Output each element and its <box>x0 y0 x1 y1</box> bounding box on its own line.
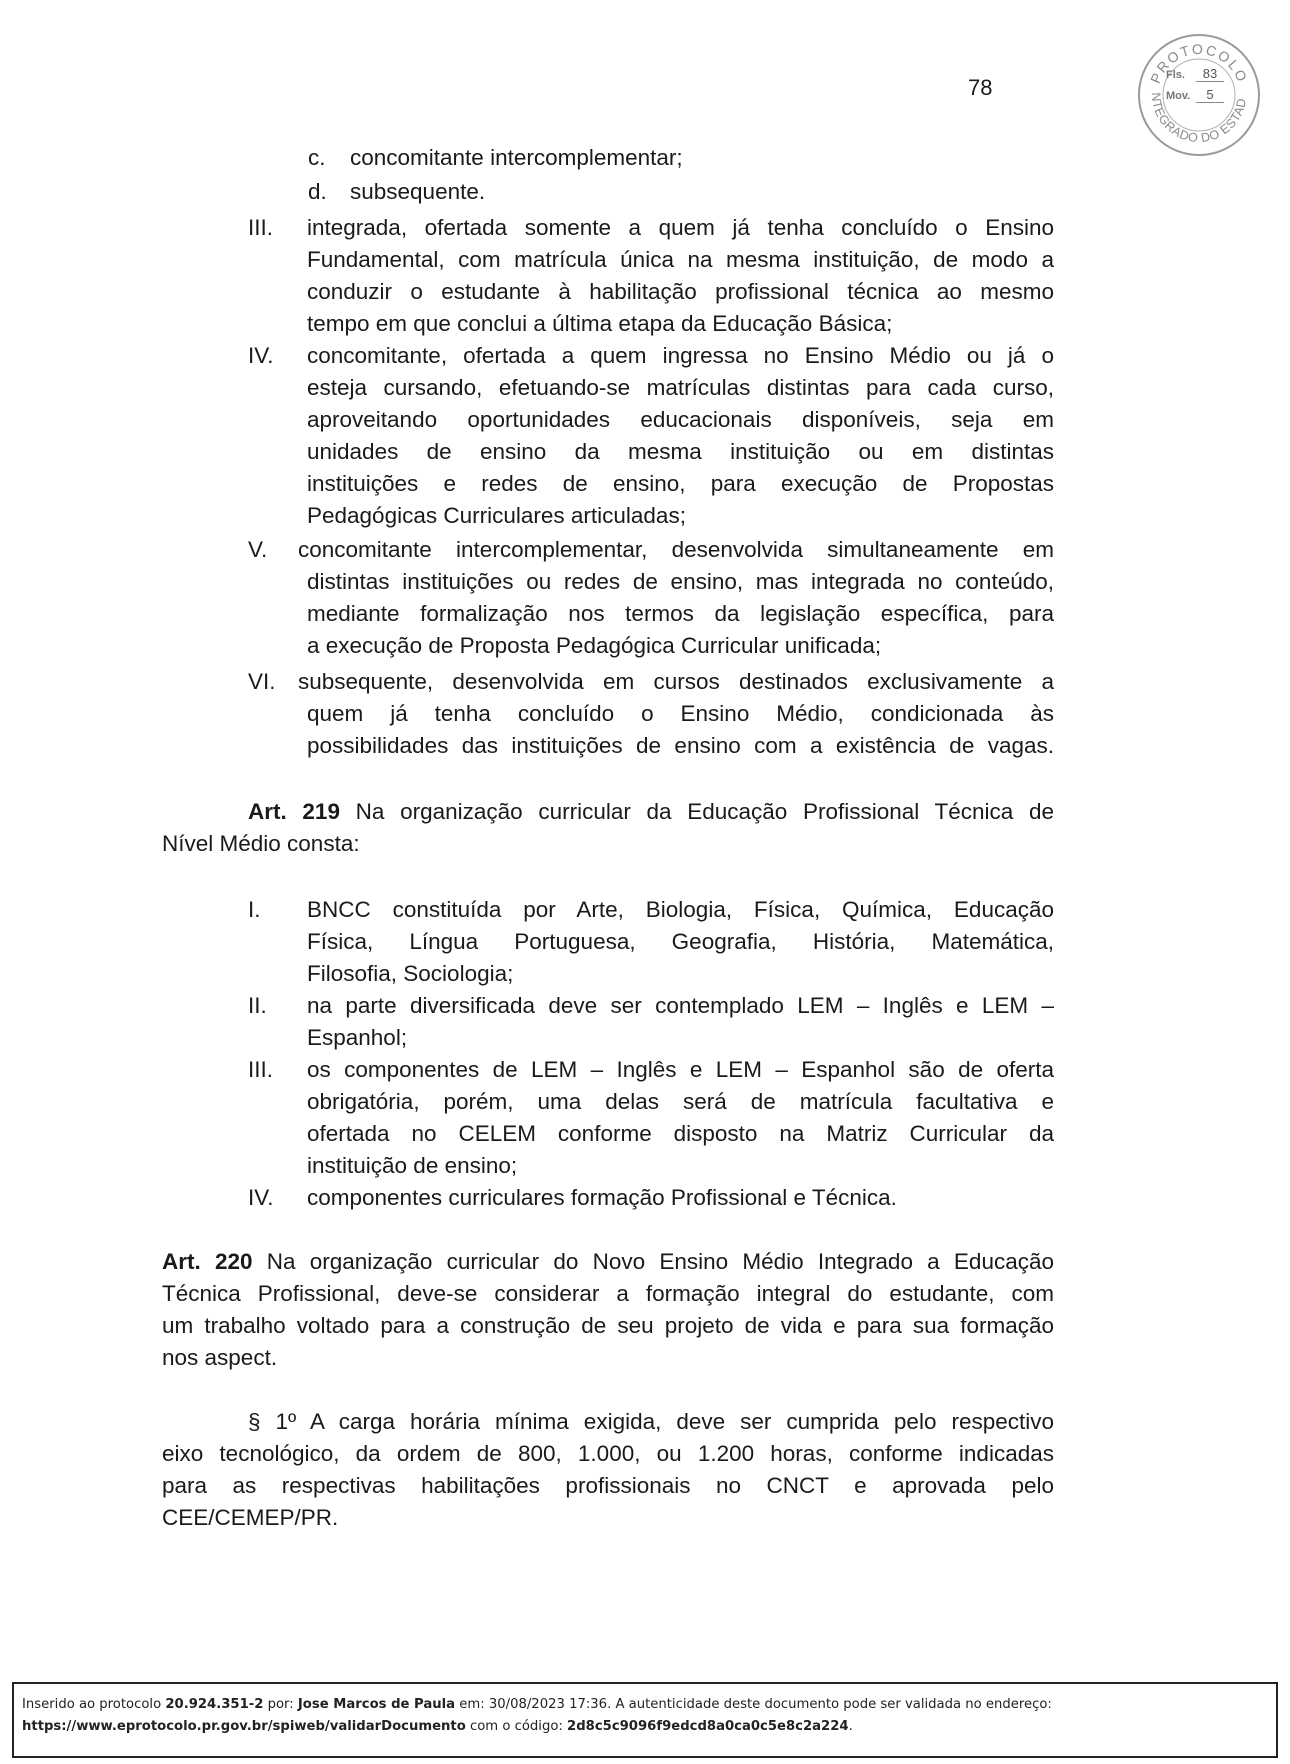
list-marker: IV. <box>248 1185 274 1210</box>
text-line: unidades de ensino da mesma instituição ou em distintas <box>307 439 1054 464</box>
list-marker: I. <box>248 897 261 922</box>
list-marker: d. <box>308 179 327 204</box>
stamp-fls-value: 83 <box>1196 66 1224 82</box>
protocol-stamp <box>1136 32 1262 158</box>
text-line: para as respectivas habilitações profissionais no CNCT e aprovada pelo <box>162 1473 1054 1498</box>
text-line: Física, Língua Portuguesa, Geografia, História, Matemática, <box>307 929 1054 954</box>
text-line: componentes curriculares formação Profissional e Técnica. <box>307 1185 897 1210</box>
list-item-v <box>298 534 1054 566</box>
art-220 <box>162 1246 1054 1374</box>
text-line: concomitante, ofertada a quem ingressa no Ensino Médio ou já o <box>307 343 1054 368</box>
text-line: subsequente, desenvolvida em cursos destinados exclusivamente a <box>298 669 1054 694</box>
art-220-text: Na organização curricular do Novo Ensino Médio Integrado a Educação <box>252 1249 1055 1274</box>
text-line: esteja cursando, efetuando-se matrículas distintas para cada curso, <box>307 375 1054 400</box>
stamp-mov-label: Mov. <box>1166 90 1191 102</box>
list-item-iii-b <box>307 1054 1054 1182</box>
list-item-ii <box>307 990 1054 1054</box>
art-220-label: Art. 220 <box>162 1249 253 1274</box>
text-line: conduzir o estudante à habilitação profissional técnica ao mesmo <box>307 279 1054 304</box>
validation-url-link[interactable]: https://www.eprotocolo.pr.gov.br/spiweb/validarDocumento <box>22 1719 466 1734</box>
text-line: Filosofia, Sociologia; <box>307 961 514 986</box>
paragraph-1-first-line <box>248 1406 1054 1438</box>
text-line: um trabalho voltado para a construção de seu projeto de vida e para sua formação <box>162 1313 1054 1338</box>
footer-text: por: <box>263 1697 298 1712</box>
text-line: mediante formalização nos termos da legislação específica, para <box>307 601 1054 626</box>
text-line: BNCC constituída por Arte, Biologia, Física, Química, Educação <box>307 897 1054 922</box>
text-line: na parte diversificada deve ser contemplado LEM – Inglês e LEM – <box>307 993 1054 1018</box>
text-line: § 1º A carga horária mínima exigida, deve ser cumprida pelo respectivo <box>248 1409 1054 1434</box>
list-marker: IV. <box>248 343 274 368</box>
text-line: CEE/CEMEP/PR. <box>162 1505 339 1530</box>
list-item-text: concomitante intercomplementar; <box>350 145 683 170</box>
text-line: a execução de Proposta Pedagógica Curricular unificada; <box>307 633 882 658</box>
text-line: instituição de ensino; <box>307 1153 518 1178</box>
text-line: eixo tecnológico, da ordem de 800, 1.000, ou 1.200 horas, conforme indicadas <box>162 1441 1054 1466</box>
text-line: nos aspect. <box>162 1345 278 1370</box>
list-item-i <box>307 894 1054 990</box>
text-line: quem já tenha concluído o Ensino Médio, condicionada às <box>307 701 1054 726</box>
text-line: concomitante intercomplementar, desenvolvida simultaneamente em <box>298 537 1054 562</box>
text-line: ofertada no CELEM conforme disposto na Matriz Curricular da <box>307 1121 1054 1146</box>
validation-code: 2d8c5c9096f9edcd8a0ca0c5e8c2a224 <box>567 1719 849 1734</box>
list-marker: VI. <box>248 669 276 694</box>
text-line: possibilidades das instituições de ensino com a existência de vagas. <box>307 733 1054 758</box>
text-line: Nível Médio consta: <box>162 831 360 856</box>
list-item-vi <box>298 666 1054 698</box>
list-item-vi-cont <box>307 698 1054 762</box>
text-line: instituições e redes de ensino, para execução de Propostas <box>307 471 1054 496</box>
list-item-text: subsequente. <box>350 179 486 204</box>
text-line: obrigatória, porém, uma delas será de matrícula facultativa e <box>307 1089 1054 1114</box>
stamp-arc-bottom: NTEGRADO DO ESTAD <box>1148 92 1250 146</box>
list-marker: V. <box>248 537 268 562</box>
text-line: Espanhol; <box>307 1025 408 1050</box>
stamp-mov-value: 5 <box>1196 87 1224 103</box>
text-line: integrada, ofertada somente a quem já tenha concluído o Ensino <box>307 215 1054 240</box>
stamp-fls-label: Fls. <box>1166 69 1185 81</box>
stamp-fls <box>1166 66 1224 82</box>
list-marker: II. <box>248 993 267 1018</box>
list-item-v-cont <box>307 566 1054 662</box>
footer-text: . <box>848 1719 853 1734</box>
text-line: tempo em que conclui a última etapa da Educação Básica; <box>307 311 893 336</box>
footer-line-2 <box>22 1716 1276 1738</box>
list-item-iv <box>307 340 1054 532</box>
author-name: Jose Marcos de Paula <box>297 1697 456 1712</box>
text-line: Pedagógicas Curriculares articuladas; <box>307 503 686 528</box>
art-219-label: Art. 219 <box>248 799 340 824</box>
art-219-text: Na organização curricular da Educação Profissional Técnica de <box>339 799 1054 824</box>
authenticity-footer <box>12 1682 1278 1758</box>
text-line: Fundamental, com matrícula única na mesma instituição, de modo a <box>307 247 1054 272</box>
stamp-mov <box>1166 87 1224 103</box>
art-219-second-line <box>162 828 1054 860</box>
art-219-first-line <box>248 796 1054 828</box>
paragraph-1 <box>162 1438 1054 1534</box>
text-line: os componentes de LEM – Inglês e LEM – Espanhol são de oferta <box>307 1057 1054 1082</box>
stamp-arc-top: PROTOCOLO <box>1147 40 1251 86</box>
page-number: 78 <box>968 75 993 100</box>
text-line: distintas instituições ou redes de ensino, mas integrada no conteúdo, <box>307 569 1054 594</box>
footer-text: Inserido ao protocolo <box>22 1697 166 1712</box>
text-line: Técnica Profissional, deve-se considerar a formação integral do estudante, com <box>162 1281 1054 1306</box>
list-item-iii <box>307 212 1054 340</box>
list-marker: III. <box>248 215 274 240</box>
protocol-number: 20.924.351-2 <box>165 1697 264 1712</box>
list-marker: c. <box>308 145 326 170</box>
text-line: aproveitando oportunidades educacionais disponíveis, seja em <box>307 407 1054 432</box>
list-marker: III. <box>248 1057 274 1082</box>
footer-text: com o código: <box>465 1719 568 1734</box>
footer-text: em: 30/08/2023 17:36. A autenticidade deste documento pode ser validada no endereço: <box>455 1697 1052 1712</box>
footer-line-1 <box>22 1694 1276 1716</box>
list-item-iv-b <box>307 1182 1054 1214</box>
